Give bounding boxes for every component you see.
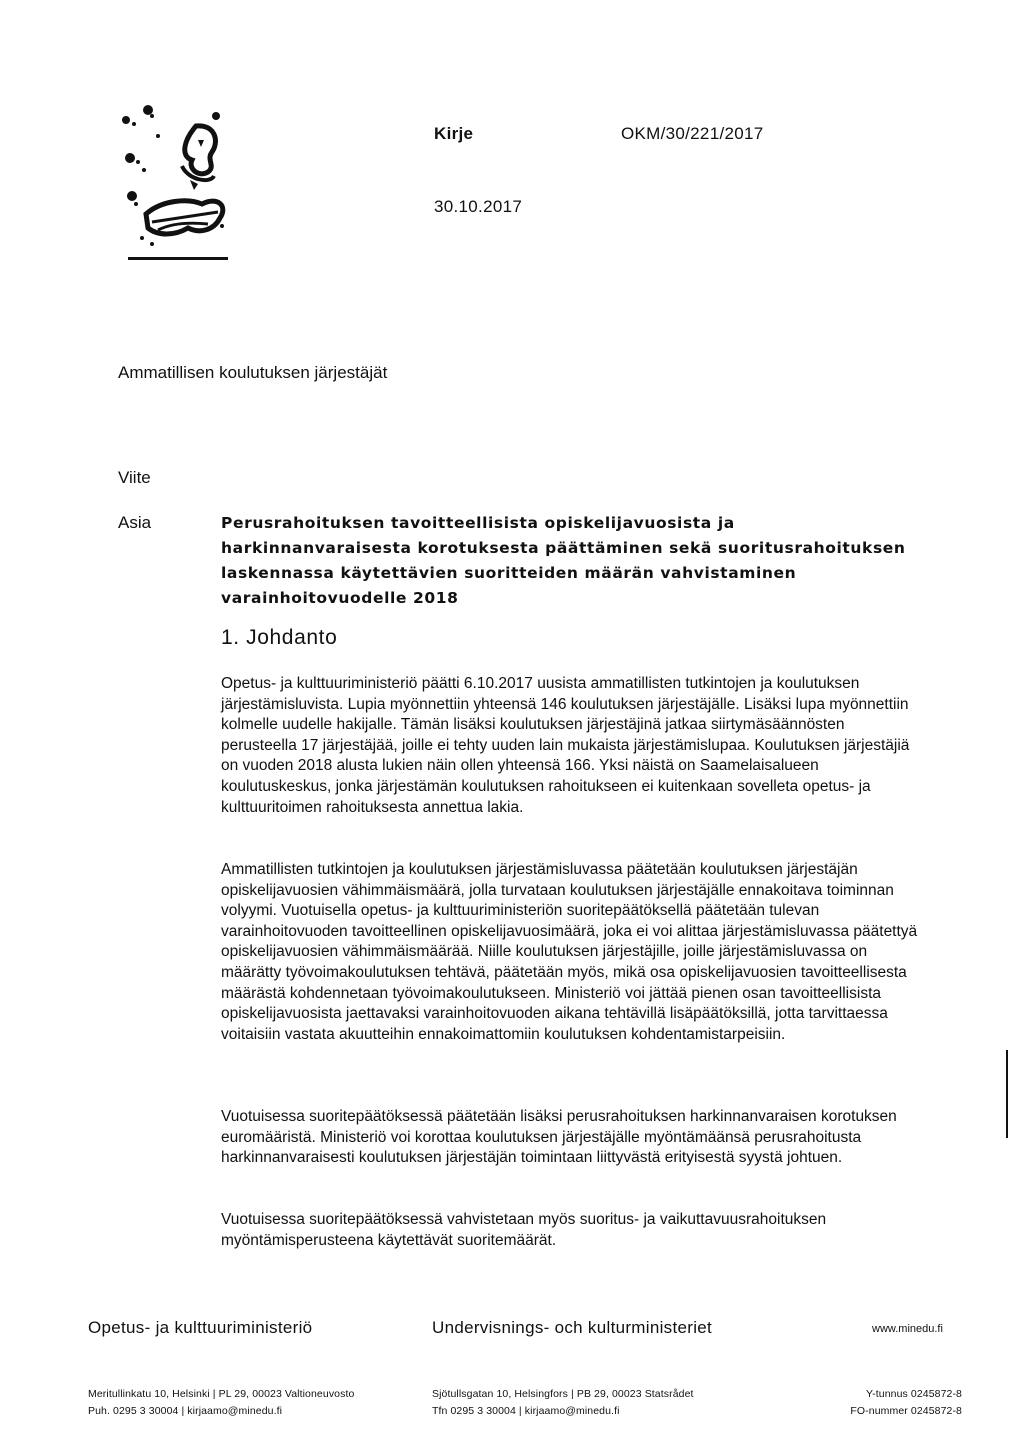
footer-contact-sv [432, 1386, 694, 1420]
footer-contact-fi [88, 1386, 354, 1420]
footer-business-ids [850, 1386, 962, 1420]
footer-ministry-sv: Undervisnings- och kulturministeriet [432, 1318, 713, 1337]
body-paragraph [221, 674, 921, 818]
footer-business-id-sv: FO-nummer 0245872-8 [850, 1405, 962, 1417]
asia-label: Asia [118, 513, 152, 532]
document-date: 30.10.2017 [434, 197, 523, 216]
viite-label: Viite [118, 468, 151, 487]
coat-of-arms-icon [118, 96, 230, 256]
footer-ministry-fi: Opetus- ja kulttuuriministeriö [88, 1318, 313, 1337]
footer-business-id-fi: Y-tunnus 0245872-8 [866, 1388, 962, 1400]
section-heading: 1. Johdanto [221, 626, 338, 649]
footer-address-sv: Sjötullsgatan 10, Helsingfors | PB 29, 00023 Statsrådet [432, 1388, 694, 1400]
margin-mark [1006, 1050, 1008, 1138]
paragraph-text: Vuotuisessa suoritepäätöksessä vahvistetaan myös suoritus- ja vaikuttavuusrahoituksen myöntämisperusteena käytettävät suoritemäärät. [221, 1211, 827, 1249]
recipient: Ammatillisen koulutuksen järjestäjät [118, 363, 388, 382]
body-paragraph [221, 1210, 921, 1251]
header-divider [128, 257, 228, 260]
subject: Perusrahoituksen tavoitteellisista opiskelijavuosista ja harkinnanvaraisesta korotuksesta päättäminen sekä suoritusrahoituksen laskennassa käytettävien suoritteiden määrän vahvistaminen varainhoitovuodelle 2018 [221, 514, 906, 607]
footer-phone-email-sv: Tfn 0295 3 30004 | kirjaamo@minedu.fi [432, 1405, 620, 1417]
paragraph-text: Vuotuisessa suoritepäätöksessä päätetään lisäksi perusrahoituksen harkinnanvaraisen korotuksen euromääristä. Ministeriö voi korottaa koulutuksen järjestäjälle myöntämäänsä perusrahoitusta harkinnanvaraisesti koulutuksen järjestäjän toimintaan liittyvästä erityisestä syystä johtuen. [221, 1108, 897, 1167]
footer-website[interactable]: www.minedu.fi [872, 1323, 943, 1335]
body-paragraph [221, 1107, 921, 1169]
reference-number: OKM/30/221/2017 [621, 124, 764, 143]
footer-address-fi: Meritullinkatu 10, Helsinki | PL 29, 00023 Valtioneuvosto [88, 1388, 355, 1400]
footer-phone-email-fi: Puh. 0295 3 30004 | kirjaamo@minedu.fi [88, 1405, 283, 1417]
paragraph-text: Ammatillisten tutkintojen ja koulutuksen järjestämisluvassa päätetään koulutuksen järjestäjän opiskelijavuosien vähimmäismäärä, jolla turvataan koulutuksen järjestäjälle ennakoitava toiminnan volyymi. Vuotuisella opetus- ja kulttuuriministeriön suoritepäätöksellä päätetään tulevan varainhoitovuoden tavoitteellinen opiskelijavuosimäärä, joka ei voi alittaa järjestämisluvassa päätettyä opiskelijavuosien vähimmäismäärää. Niille koulutuksen järjestäjille, joille järjestämisluvassa on määrätty työvoimakoulutuksen tehtävä, päätetään myös, mikä osa opiskelijavuosien tavoitteellisesta määrästä kohdennetaan työvoimakoulutukseen. Ministeriö voi jättää pienen osan tavoitteellisista opiskelijavuosista jaettavaksi varainhoitovuoden aikana tehtävillä lisäpäätöksillä, jotta tarvittaessa voitaisiin vastata akuutteihin ennakoimattomiin koulutuksen kohdentamistarpeisiin. [221, 861, 918, 1043]
paragraph-text: Opetus- ja kulttuuriministeriö päätti 6.10.2017 uusista ammatillisten tutkintojen ja koulutuksen järjestämisluvista. Lupia myönnettiin yhteensä 146 koulutuksen järjestäjälle. Lisäksi lupa myönnettiin kolmelle uudelle hakijalle. Tämän lisäksi koulutuksen järjestäjinä jatkaa siirtymäsäännösten perusteella 17 järjestäjää, joille ei tehty uuden lain mukaista järjestämislupaa. Koulutuksen järjestäjiä on vuoden 2018 alusta lukien näin ollen yhteensä 166. Yksi näistä on Saamelaisalueen koulutuskeskus, jonka järjestämän koulutuksen rahoitukseen ei kuitenkaan sovelleta opetus- ja kulttuuritoimen rahoituksesta annettua lakia. [221, 675, 910, 816]
body-paragraph [221, 860, 921, 1045]
document-type: Kirje [434, 124, 474, 143]
